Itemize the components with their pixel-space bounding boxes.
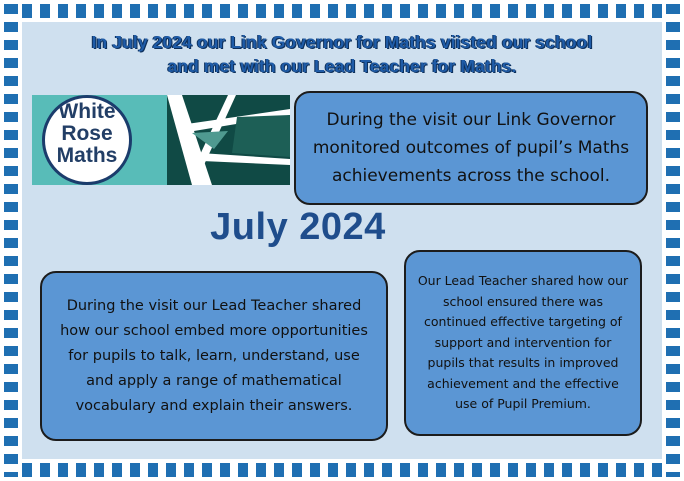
headline-line-1: In July 2024 our Link Governor for Maths viisted our school xyxy=(91,32,593,52)
vocabulary-box xyxy=(40,271,388,441)
lead-teacher-text: Our Lead Teacher shared how our school ensured there was continued effective targeting of support and intervention for pupils that results in improved achievement and the effective use of Pupil Premium. xyxy=(417,273,629,412)
dashed-border-right xyxy=(666,4,680,477)
logo-badge xyxy=(42,95,132,185)
headline-line-2: and met with our Lead Teacher for Maths. xyxy=(167,56,517,76)
governor-visit-text: During the visit our Link Governor monitored outcomes of pupil’s Maths achievements across the school. xyxy=(312,110,630,186)
dashed-border-top xyxy=(4,4,680,18)
logo-word-maths: Maths xyxy=(56,144,118,167)
logo-word-rose: Rose xyxy=(61,122,113,145)
dashed-border-left xyxy=(4,4,18,477)
governor-visit-box xyxy=(294,91,648,205)
white-rose-maths-logo xyxy=(32,95,290,185)
date-heading: July 2024 xyxy=(210,206,386,248)
logo-word-white: White xyxy=(58,100,116,123)
vocabulary-text: During the visit our Lead Teacher shared how our school embed more opportunities for pupils to talk, learn, understand, use and apply a range of mathematical vocabulary and explain their answers. xyxy=(60,297,368,414)
poster-headline xyxy=(26,30,658,78)
lead-teacher-box xyxy=(404,250,642,436)
dashed-border-bottom xyxy=(4,463,680,477)
